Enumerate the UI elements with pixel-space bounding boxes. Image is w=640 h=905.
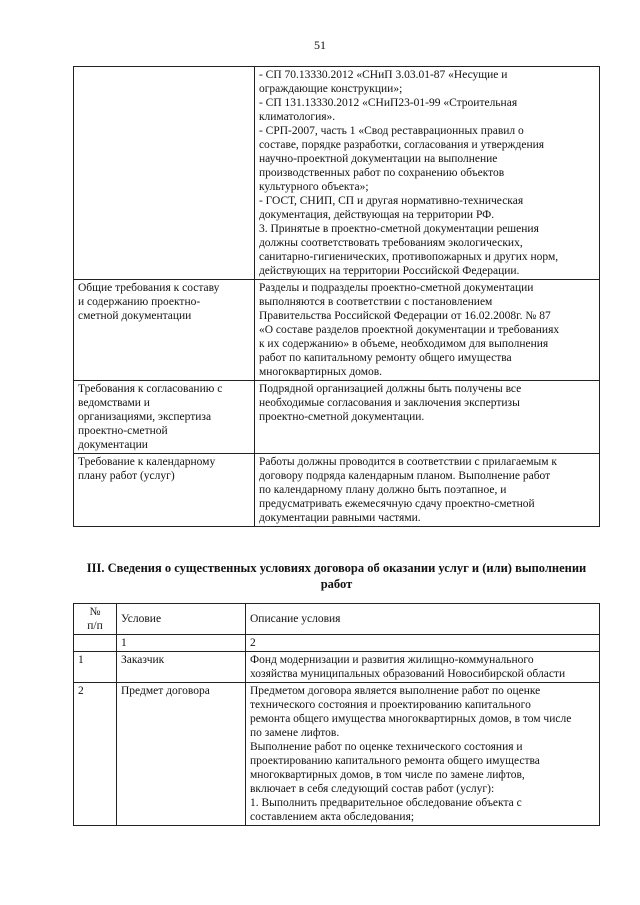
condition-cell: [117, 652, 246, 683]
requirement-content-line: документация, действующая на территории РФ.: [258, 209, 495, 221]
description-line: технического состояния и проектированию капитального: [250, 699, 531, 711]
requirement-content-cell: [254, 381, 599, 454]
header-description-cell: [246, 604, 600, 635]
table-index-row: [74, 635, 600, 652]
description-line: по замене лифтов.: [250, 727, 340, 739]
condition-line: Заказчик: [121, 654, 165, 666]
requirement-content-line: действующих на территории Российской Федерации.: [258, 265, 520, 277]
requirement-content-line: должны соответствовать требованиям экологических,: [258, 237, 523, 249]
table-row: [74, 280, 600, 381]
description-line: Предметом договора является выполнение работ по оценке: [250, 685, 541, 697]
description-line: ремонта общего имущества многоквартирных домов, в том числе: [250, 713, 572, 725]
requirement-content-cell: [254, 280, 599, 381]
requirement-content-line: - СП 70.13330.2012 «СНиП 3.03.01-87 «Несущие и: [258, 69, 508, 81]
requirement-content-line: санитарно-гигиенических, противопожарных и других норм,: [258, 251, 559, 263]
requirement-label-line: документации: [78, 439, 148, 451]
requirement-content-line: Подрядной организацией должны быть получены все: [258, 383, 522, 395]
header-condition-label: Условие: [121, 613, 162, 625]
requirement-label-line: Требование к календарному: [78, 456, 216, 468]
description-line: хозяйства муниципальных образований Новосибирской области: [250, 668, 566, 680]
requirement-content-line: Разделы и подразделы проектно-сметной документации: [258, 282, 534, 294]
table-row: [74, 381, 600, 454]
row-number-cell: [74, 652, 117, 683]
requirement-label-line: ведомствами и: [78, 397, 150, 409]
header-condition-cell: [117, 604, 246, 635]
requirement-label-line: проектно-сметной: [78, 425, 168, 437]
description-cell: [246, 683, 600, 826]
description-line: проектированию капитального ремонта общего имущества: [250, 755, 540, 767]
requirement-label-cell: [74, 67, 255, 280]
table-row: [74, 67, 600, 280]
requirement-content-line: - СП 131.13330.2012 «СНиП23-01-99 «Строительная: [258, 97, 518, 109]
requirement-content-line: «О составе разделов проектной документации и требованиях: [258, 324, 560, 336]
table-row: [74, 683, 600, 826]
requirement-label-cell: [74, 454, 255, 527]
description-line: 1. Выполнить предварительное обследование объекта с: [250, 797, 522, 809]
condition-line: Предмет договора: [121, 685, 210, 697]
index-description-cell: [246, 635, 600, 652]
requirement-label-line: организациями, экспертиза: [78, 411, 212, 423]
index-condition-cell: [117, 635, 246, 652]
requirement-label-cell: [74, 381, 255, 454]
requirement-content-line: научно-проектной документации на выполнение: [258, 153, 498, 165]
condition-cell: [117, 683, 246, 826]
requirement-content-line: - СРП-2007, часть 1 «Свод реставрационных правил о: [258, 125, 524, 137]
header-description-label: Описание условия: [250, 613, 341, 625]
row-number-cell: [74, 683, 117, 826]
section-title: [73, 560, 600, 592]
requirement-content-cell: [254, 67, 599, 280]
requirement-label-line: Общие требования к составу: [78, 282, 220, 294]
section-title-line-2: работ: [320, 577, 353, 591]
requirement-content-line: Правительства Российской Федерации от 16.02.2008г. № 87: [258, 310, 551, 322]
index-condition: 1: [121, 637, 127, 649]
header-num-abbr: п/п: [87, 620, 103, 632]
requirement-content-line: климатология».: [258, 111, 336, 123]
section-title-line-1: III. Сведения о существенных условиях договора об оказании услуг и (или) выполнении: [86, 561, 587, 575]
table-row: [74, 454, 600, 527]
table-header-row: [74, 604, 600, 635]
requirement-content-line: проектно-сметной документации.: [258, 411, 425, 423]
header-num-symbol: №: [89, 606, 101, 618]
requirement-label-cell: [74, 280, 255, 381]
requirement-content-cell: [254, 454, 599, 527]
description-line: многоквартирных домов, в том числе по замене лифтов,: [250, 769, 525, 781]
description-line: составлением акта обследования;: [250, 811, 415, 823]
requirement-content-line: 3. Принятые в проектно-сметной документации решения: [258, 223, 539, 235]
requirement-content-line: предусматривать ежемесячную сдачу проектно-сметной: [258, 498, 535, 510]
requirement-label-line: плану работ (услуг): [78, 470, 175, 482]
requirement-content-line: ограждающие конструкции»;: [258, 83, 403, 95]
requirement-content-line: производственных работ по сохранению объектов: [258, 167, 505, 179]
description-cell: [246, 652, 600, 683]
requirements-table: [73, 66, 600, 527]
description-line: Фонд модернизации и развития жилищно-коммунального: [250, 654, 534, 666]
header-num-cell: [74, 604, 117, 635]
requirement-label-line: и содержанию проектно-: [78, 296, 201, 308]
contract-conditions-table: [73, 603, 600, 826]
requirement-content-line: работ по капитальному ремонту общего имущества: [258, 352, 512, 364]
requirement-label-line: Требования к согласованию с: [78, 383, 223, 395]
requirement-label-line: сметной документации: [78, 310, 192, 322]
requirement-content-line: документации равными частями.: [258, 512, 421, 524]
requirement-content-line: необходимые согласования и заключения экспертизы: [258, 397, 520, 409]
row-number: 2: [78, 685, 84, 697]
requirement-content-line: договору подряда календарным планом. Выполнение работ: [258, 470, 551, 482]
row-number: 1: [78, 654, 84, 666]
page-number: 51: [314, 38, 326, 52]
description-line: Выполнение работ по оценке технического состояния и: [250, 741, 523, 753]
requirement-content-line: по календарному плану должно быть поэтапное, и: [258, 484, 507, 496]
requirement-content-line: Работы должны проводится в соответствии с прилагаемым к: [258, 456, 557, 468]
index-num-cell: [74, 635, 117, 652]
index-description: 2: [250, 637, 256, 649]
requirement-content-line: многоквартирных домов.: [258, 366, 383, 378]
requirement-content-line: к их содержанию» в объеме, необходимом для выполнения: [258, 338, 549, 350]
requirement-content-line: выполняются в соответствии с постановлением: [258, 296, 493, 308]
description-line: включает в себя следующий состав работ (услуг):: [250, 783, 495, 795]
requirement-content-line: - ГОСТ, СНИП, СП и другая нормативно-техническая: [258, 195, 524, 207]
requirement-content-line: культурного объекта»;: [258, 181, 369, 193]
table-row: [74, 652, 600, 683]
requirement-content-line: составе, порядке разработки, согласования и утверждения: [258, 139, 545, 151]
